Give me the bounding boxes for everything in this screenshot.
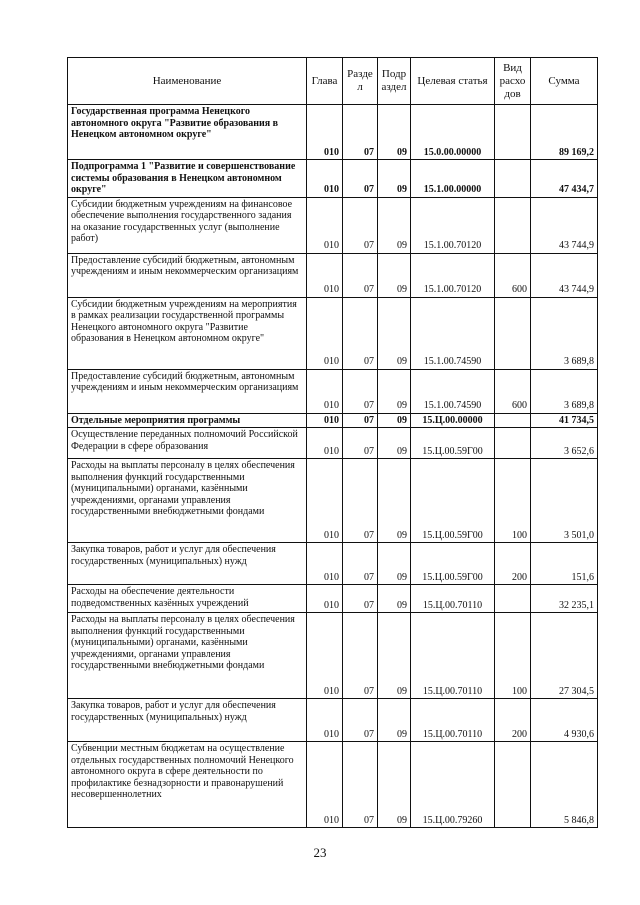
row-section: 07	[343, 428, 378, 459]
row-target: 15.Ц.00.59Г00	[411, 428, 495, 459]
row-section: 07	[343, 105, 378, 160]
row-type: 200	[495, 699, 531, 742]
row-type: 100	[495, 459, 531, 543]
row-target: 15.Ц.00.70110	[411, 585, 495, 613]
row-sum: 47 434,7	[531, 160, 598, 198]
row-target: 15.1.00.74590	[411, 297, 495, 369]
header-chapter: Глава	[307, 58, 343, 105]
row-chapter: 010	[307, 543, 343, 585]
row-subsection: 09	[378, 585, 411, 613]
row-type	[495, 160, 531, 198]
page-number: 23	[313, 845, 327, 860]
row-type	[495, 742, 531, 828]
row-chapter: 010	[307, 160, 343, 198]
row-type: 600	[495, 369, 531, 413]
header-type: Вид расхо дов	[495, 58, 531, 105]
row-target: 15.Ц.00.79260	[411, 742, 495, 828]
table-row	[68, 585, 598, 613]
row-section: 07	[343, 613, 378, 699]
row-name: Предоставление субсидий бюджетным, автономным учреждениям и иным некоммерческим организациям	[68, 253, 307, 297]
row-sum: 5 846,8	[531, 742, 598, 828]
row-chapter: 010	[307, 585, 343, 613]
row-sum: 3 689,8	[531, 369, 598, 413]
table-row	[68, 543, 598, 585]
row-name: Подпрограмма 1 "Развитие и совершенствование системы образования в Ненецком автономном округе"	[68, 160, 307, 198]
row-target: 15.0.00.00000	[411, 105, 495, 160]
table-row	[68, 413, 598, 428]
row-name: Расходы на обеспечение деятельности подведомственных казённых учреждений	[68, 585, 307, 613]
row-subsection: 09	[378, 160, 411, 198]
table-row	[68, 160, 598, 198]
row-subsection: 09	[378, 105, 411, 160]
row-name: Отдельные мероприятия программы	[68, 413, 307, 428]
row-name: Субсидии бюджетным учреждениям на мероприятия в рамках реализации государственной программы Ненецкого автономного округа "Развитие образования в Ненецком автономном округе"	[68, 297, 307, 369]
header-section: Разде л	[343, 58, 378, 105]
row-name: Субсидии бюджетным учреждениям на финансовое обеспечение выполнения государственного задания на оказание государственных услуг (выполнение работ)	[68, 197, 307, 253]
row-type	[495, 197, 531, 253]
row-type: 200	[495, 543, 531, 585]
table-row	[68, 369, 598, 413]
row-sum: 3 689,8	[531, 297, 598, 369]
row-type: 600	[495, 253, 531, 297]
row-subsection: 09	[378, 369, 411, 413]
row-target: 15.1.00.70120	[411, 253, 495, 297]
budget-table	[67, 57, 598, 828]
header-sum: Сумма	[531, 58, 598, 105]
row-type: 100	[495, 613, 531, 699]
row-type	[495, 297, 531, 369]
row-chapter: 010	[307, 428, 343, 459]
row-subsection: 09	[378, 459, 411, 543]
table-row	[68, 459, 598, 543]
row-subsection: 09	[378, 428, 411, 459]
table-row	[68, 428, 598, 459]
row-sum: 3 501,0	[531, 459, 598, 543]
row-sum: 3 652,6	[531, 428, 598, 459]
row-type	[495, 585, 531, 613]
row-target: 15.Ц.00.00000	[411, 413, 495, 428]
row-chapter: 010	[307, 742, 343, 828]
row-subsection: 09	[378, 197, 411, 253]
row-chapter: 010	[307, 105, 343, 160]
header-subsection: Подр аздел	[378, 58, 411, 105]
table-row	[68, 613, 598, 699]
row-name: Субвенции местным бюджетам на осуществление отдельных государственных полномочий Ненецкого автономного округа в сфере деятельности по профилактике безнадзорности и правонарушений несовершеннолетних	[68, 742, 307, 828]
row-sum: 43 744,9	[531, 253, 598, 297]
row-sum: 27 304,5	[531, 613, 598, 699]
table-header-row	[68, 58, 598, 105]
row-chapter: 010	[307, 253, 343, 297]
row-section: 07	[343, 543, 378, 585]
row-chapter: 010	[307, 297, 343, 369]
row-subsection: 09	[378, 742, 411, 828]
row-section: 07	[343, 253, 378, 297]
row-chapter: 010	[307, 613, 343, 699]
row-subsection: 09	[378, 699, 411, 742]
row-type	[495, 428, 531, 459]
row-section: 07	[343, 585, 378, 613]
row-name: Закупка товаров, работ и услуг для обеспечения государственных (муниципальных) нужд	[68, 699, 307, 742]
row-section: 07	[343, 413, 378, 428]
row-target: 15.Ц.00.59Г00	[411, 543, 495, 585]
row-name: Осуществление переданных полномочий Российской Федерации в сфере образования	[68, 428, 307, 459]
row-section: 07	[343, 297, 378, 369]
row-target: 15.1.00.70120	[411, 197, 495, 253]
row-name: Государственная программа Ненецкого автономного округа "Развитие образования в Ненецком автономном округе"	[68, 105, 307, 160]
table-row	[68, 699, 598, 742]
table-row	[68, 742, 598, 828]
row-chapter: 010	[307, 459, 343, 543]
row-subsection: 09	[378, 543, 411, 585]
row-target: 15.Ц.00.59Г00	[411, 459, 495, 543]
row-section: 07	[343, 369, 378, 413]
row-target: 15.1.00.00000	[411, 160, 495, 198]
row-section: 07	[343, 197, 378, 253]
row-subsection: 09	[378, 613, 411, 699]
row-type	[495, 413, 531, 428]
row-sum: 89 169,2	[531, 105, 598, 160]
row-target: 15.1.00.74590	[411, 369, 495, 413]
row-section: 07	[343, 742, 378, 828]
row-sum: 4 930,6	[531, 699, 598, 742]
row-chapter: 010	[307, 197, 343, 253]
row-target: 15.Ц.00.70110	[411, 613, 495, 699]
header-target: Целевая статья	[411, 58, 495, 105]
table-row	[68, 297, 598, 369]
table-row	[68, 197, 598, 253]
row-sum: 41 734,5	[531, 413, 598, 428]
row-chapter: 010	[307, 413, 343, 428]
row-sum: 43 744,9	[531, 197, 598, 253]
row-subsection: 09	[378, 297, 411, 369]
row-chapter: 010	[307, 699, 343, 742]
row-section: 07	[343, 160, 378, 198]
row-sum: 151,6	[531, 543, 598, 585]
row-section: 07	[343, 699, 378, 742]
row-section: 07	[343, 459, 378, 543]
row-sum: 32 235,1	[531, 585, 598, 613]
row-name: Закупка товаров, работ и услуг для обеспечения государственных (муниципальных) нужд	[68, 543, 307, 585]
table-row	[68, 253, 598, 297]
row-name: Расходы на выплаты персоналу в целях обеспечения выполнения функций государственными (муниципальными) органами, казёнными учреждениями, органами управления государственными внебюджетными фондами	[68, 459, 307, 543]
row-subsection: 09	[378, 413, 411, 428]
header-name: Наименование	[68, 58, 307, 105]
row-subsection: 09	[378, 253, 411, 297]
row-chapter: 010	[307, 369, 343, 413]
table-row	[68, 105, 598, 160]
row-name: Расходы на выплаты персоналу в целях обеспечения выполнения функций государственными (муниципальными) органами, казёнными учреждениями, органами управления государственными внебюджетными фондами	[68, 613, 307, 699]
row-name: Предоставление субсидий бюджетным, автономным учреждениям и иным некоммерческим организациям	[68, 369, 307, 413]
row-target: 15.Ц.00.70110	[411, 699, 495, 742]
row-type	[495, 105, 531, 160]
